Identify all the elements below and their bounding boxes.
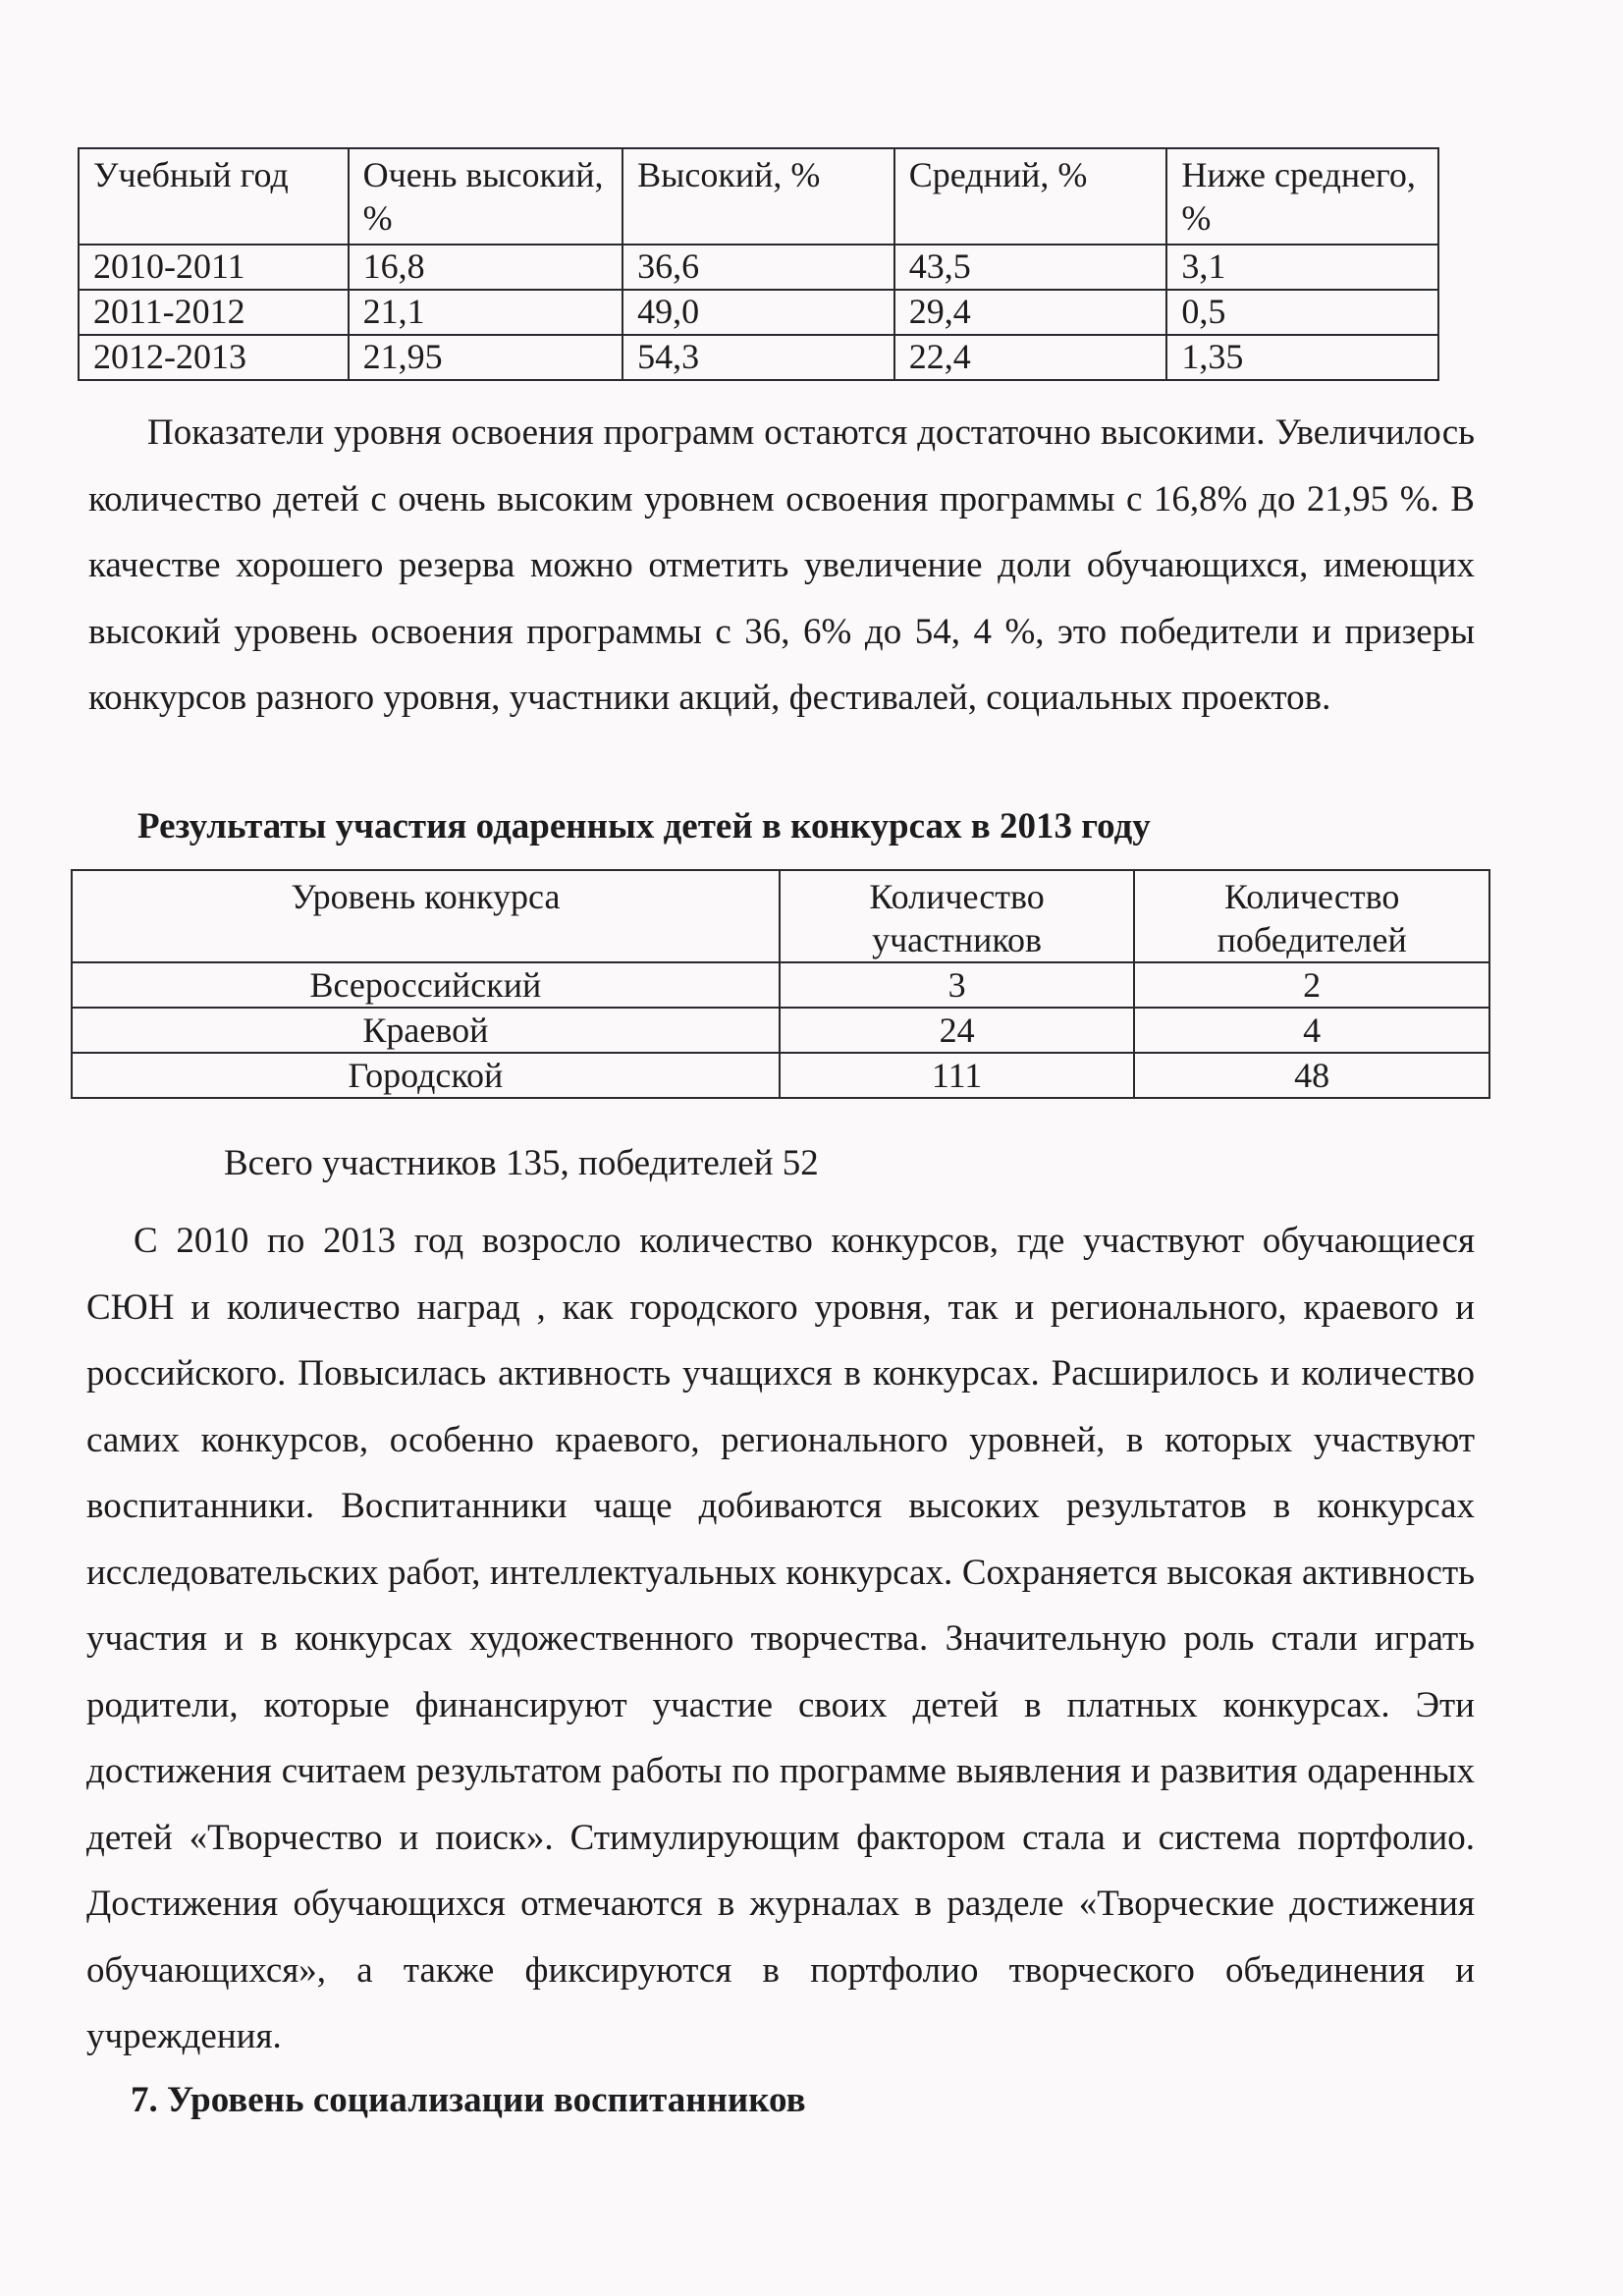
table-cell: Всероссийский	[72, 962, 780, 1008]
contest-results-table	[71, 869, 1490, 1099]
column-header: Уровень конкурса	[72, 870, 780, 962]
column-header: Учебный год	[79, 148, 349, 245]
table-cell: 21,1	[349, 290, 623, 335]
section-7-heading: 7. Уровень социализации воспитанников	[131, 2080, 806, 2120]
table-cell: 4	[1134, 1008, 1489, 1053]
table-cell: 3,1	[1166, 245, 1438, 290]
table-cell: 2	[1134, 962, 1489, 1008]
table-cell: 3	[780, 962, 1135, 1008]
table-cell: 21,95	[349, 335, 623, 380]
results-by-year-table	[78, 147, 1439, 381]
table-cell: Городской	[72, 1053, 780, 1098]
table-cell: 2011-2012	[79, 290, 349, 335]
results-heading: Результаты участия одаренных детей в конкурсах в 2013 году	[137, 806, 1151, 847]
table-header-row	[79, 148, 1438, 245]
table-cell: 49,0	[622, 290, 894, 335]
table-cell: 1,35	[1166, 335, 1438, 380]
table-cell: 24	[780, 1008, 1135, 1053]
paragraph-contests: С 2010 по 2013 год возросло количество конкурсов, где участвуют обучающиеся СЮН и количество наград , как городского уровня, так и регионального, краевого и российского. Повысилась активность учащихся в конкурсах. Расширилось и количество самих конкурсов, особенно краевого, регионального уровней, в которых участвуют воспитанники. Воспитанники чаще добиваются высоких результатов в конкурсах исследовательских работ, интеллектуальных конкурсах. Сохраняется высокая активность участия и в конкурсах художественного творчества. Значительную роль стали играть родители, которые финансируют участие своих детей в платных конкурсах. Эти достижения считаем результатом работы по программе выявления и развития одаренных детей «Творчество и поиск». Стимулирующим фактором стала и система портфолио. Достижения обучающихся отмечаются в журналах в разделе «Творческие достижения обучающихся», а также фиксируются в портфолио творческого объединения и учреждения.	[86, 1221, 1475, 2056]
column-header: Количество победителей	[1134, 870, 1489, 962]
totals-line: Всего участников 135, победителей 52	[224, 1143, 819, 1183]
table-cell: 111	[780, 1053, 1135, 1098]
table-cell: 43,5	[894, 245, 1167, 290]
paragraph-mastery-levels: Показатели уровня освоения программ остаются достаточно высокими. Увеличилось количество детей с очень высоким уровнем освоения программы с 16,8% до 21,95 %. В качестве хорошего резерва можно отметить увеличение доли обучающихся, имеющих высокий уровень освоения программы с 36, 6% до 54, 4 %, это победители и призеры конкурсов разного уровня, участники акций, фестивалей, социальных проектов.	[88, 412, 1475, 718]
column-header: Высокий, %	[622, 148, 894, 245]
table-row	[79, 245, 1438, 290]
table-cell: 2010-2011	[79, 245, 349, 290]
table-row	[72, 962, 1489, 1008]
column-header: Очень высокий, %	[349, 148, 623, 245]
table-cell: 22,4	[894, 335, 1167, 380]
table-row	[79, 335, 1438, 380]
table-cell: 0,5	[1166, 290, 1438, 335]
table-header-row	[72, 870, 1489, 962]
table-cell: 29,4	[894, 290, 1167, 335]
column-header: Средний, %	[894, 148, 1167, 245]
table-cell: 54,3	[622, 335, 894, 380]
table-row	[72, 1053, 1489, 1098]
table-cell: 36,6	[622, 245, 894, 290]
table-cell: 16,8	[349, 245, 623, 290]
column-header: Количество участников	[780, 870, 1135, 962]
table-row	[79, 290, 1438, 335]
table-cell: 2012-2013	[79, 335, 349, 380]
column-header: Ниже среднего, %	[1166, 148, 1438, 245]
table-row	[72, 1008, 1489, 1053]
table-cell: 48	[1134, 1053, 1489, 1098]
table-cell: Краевой	[72, 1008, 780, 1053]
